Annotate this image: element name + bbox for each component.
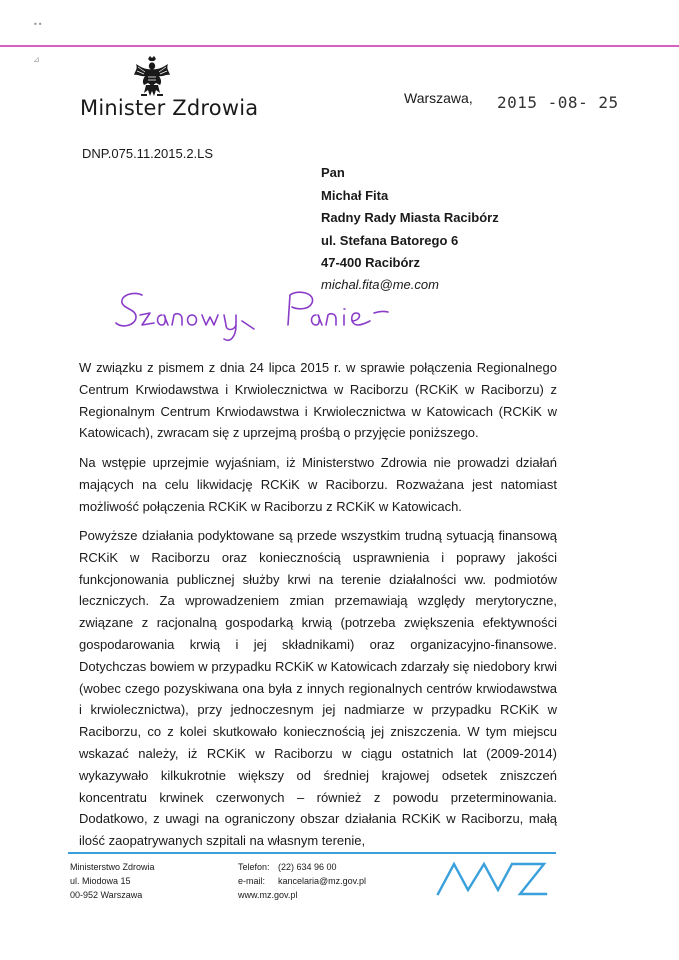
footer-website[interactable]: www.mz.gov.pl <box>238 890 298 900</box>
footer-email-label: e-mail: <box>238 876 266 886</box>
footer-contact-values <box>278 860 366 888</box>
footer-address-line: ul. Miodowa 15 <box>70 876 131 886</box>
scan-mark-top: •• <box>33 20 43 29</box>
mz-logo-icon <box>436 860 550 896</box>
recipient-postal-city: 47-400 Racibórz <box>321 255 420 270</box>
footer-phone: (22) 634 96 00 <box>278 862 337 872</box>
body-paragraph-3: Powyższe działania podyktowane są przede wszystkim trudną sytuacją finansową RCKiK w Raciborzu oraz koniecznością usprawnienia i poprawy jakości funkcjonowania publicznej służby krwi na terenie działalności ww. podmiotów leczniczych. Za wprowadzeniem zmian przemawiają względy merytoryczne, związane z racjonalną gospodarką krwią (potrzeba zwiększenia efektywności gospodarowania krwią i jej składnikami) oraz organizacyjno-finansowe. Dotychczas bowiem w przypadku RCKiK w Katowicach zdarzały się niedobory krwi (wobec czego pozyskiwana ona była z innych regionalnych centrów krwiodawstwa i krwiolecznictwa), przy jednoczesnym jej nadmiarze w przypadku RCKiK w Raciborzu, co z kolei skutkowało koniecznością jej zniszczenia. W tym miejscu wskazać należy, iż RCKiK w Raciborzu w ciągu ostatnich lat (2009-2014) wykazywało kilkukrotnie większy od średniej krajowej odsetek zniszczeń koncentratu krwinek czerwonych – również z powodu przeterminowania. Dodatkowo, z uwagi na ograniczony obszar działania RCKiK w Raciborzu, małą ilość zaopatrywanych szpitali na własnym terenie, <box>79 528 557 849</box>
footer-address-line: 00-952 Warszawa <box>70 890 143 900</box>
date-stamp: 2015 -08- 25 <box>497 93 619 112</box>
reference-number: DNP.075.11.2015.2.LS <box>82 146 214 161</box>
body-paragraph-1: W związku z pismem z dnia 24 lipca 2015 r. w sprawie połączenia Regionalnego Centrum Krwiodawstwa i Krwiolecznictwa w Raciborzu (RCKiK w Raciborzu) z Regionalnym Centrum Krwiodawstwa i Krwiolecznictwa w Katowicach (RCKiK w Katowicach), zwracam się z uprzejmą prośbą o przyjęcie poniższego. <box>79 360 557 441</box>
body-paragraph-2: Na wstępie uprzejmie wyjaśniam, iż Ministerstwo Zdrowia nie prowadzi działań mających na celu likwidację RCKiK w Raciborzu. Rozważana jest natomiast możliwość połączenia RCKiK w Raciborzu z RCKiK w Katowicach. <box>79 455 557 514</box>
handwritten-salutation <box>112 285 412 345</box>
recipient-email: michal.fita@me.com <box>321 277 439 292</box>
recipient-street: ul. Stefana Batorego 6 <box>321 233 459 248</box>
eagle-emblem-icon <box>132 55 172 99</box>
scan-mark-mid: ⊿ <box>33 55 40 64</box>
footer-email[interactable]: kancelaria@mz.gov.pl <box>278 876 367 886</box>
footer-address <box>70 860 155 902</box>
recipient-name: Michał Fita <box>321 188 389 203</box>
recipient-position: Radny Rady Miasta Racibórz <box>321 210 499 225</box>
header-rule <box>0 45 679 47</box>
city-label: Warszawa, <box>404 90 473 106</box>
footer-phone-label: Telefon: <box>238 862 270 872</box>
footer-address-line: Ministerstwo Zdrowia <box>70 862 155 872</box>
ministry-name: Minister Zdrowia <box>80 96 259 120</box>
recipient-title: Pan <box>321 165 345 180</box>
footer-rule <box>68 852 556 854</box>
